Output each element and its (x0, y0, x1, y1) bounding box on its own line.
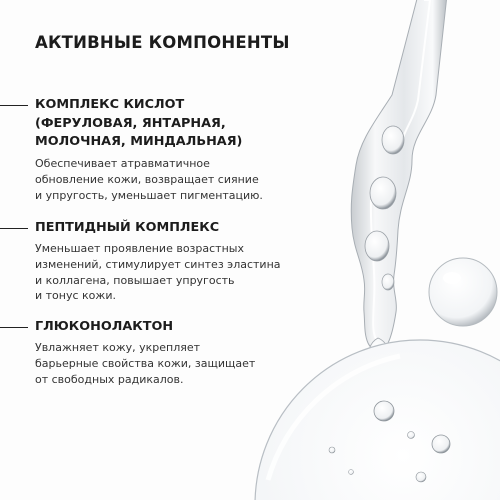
component-title-line: МОЛОЧНАЯ, МИНДАЛЬНАЯ) (35, 134, 243, 149)
dropper-icon (351, 0, 447, 368)
component-description-line: и коллагена, повышает упругость (35, 273, 235, 287)
component-description-line: и тонус кожи. (35, 289, 116, 303)
component-title-line: ПЕПТИДНЫЙ КОМПЛЕКС (35, 220, 220, 235)
component-description-line: Увлажняет кожу, укрепляет (35, 341, 201, 354)
component-description (35, 156, 305, 203)
component-description-line: и упругость, уменьшает пигментацию. (35, 188, 263, 202)
component-description-line: барьерные свойства кожи, защищает (35, 356, 256, 370)
bullet-line (0, 105, 28, 106)
component-title (35, 318, 295, 337)
component-description-line: обновление кожи, возвращает сияние (35, 172, 259, 186)
component-description-line: Уменьшает проявление возрастных (35, 242, 244, 255)
component-description (35, 241, 305, 304)
component-description-line: от свободных радикалов. (35, 372, 184, 386)
component-title (35, 219, 295, 238)
component-title (35, 96, 295, 152)
bullet-line (0, 228, 28, 229)
component-description-line: изменений, стимулирует синтез эластина (35, 257, 281, 271)
page-title: АКТИВНЫЕ КОМПОНЕНТЫ (35, 33, 290, 52)
component-description (35, 340, 305, 387)
component-title-line: ГЛЮКОНОЛАКТОН (35, 319, 174, 334)
component-title-line: КОМПЛЕКС КИСЛОТ (35, 97, 185, 112)
bullet-line (0, 327, 28, 328)
component-description-line: Обеспечивает атравматичное (35, 157, 210, 170)
floating-drop (429, 258, 497, 326)
component-title-line: (ФЕРУЛОВАЯ, ЯНТАРНАЯ, (35, 115, 226, 131)
